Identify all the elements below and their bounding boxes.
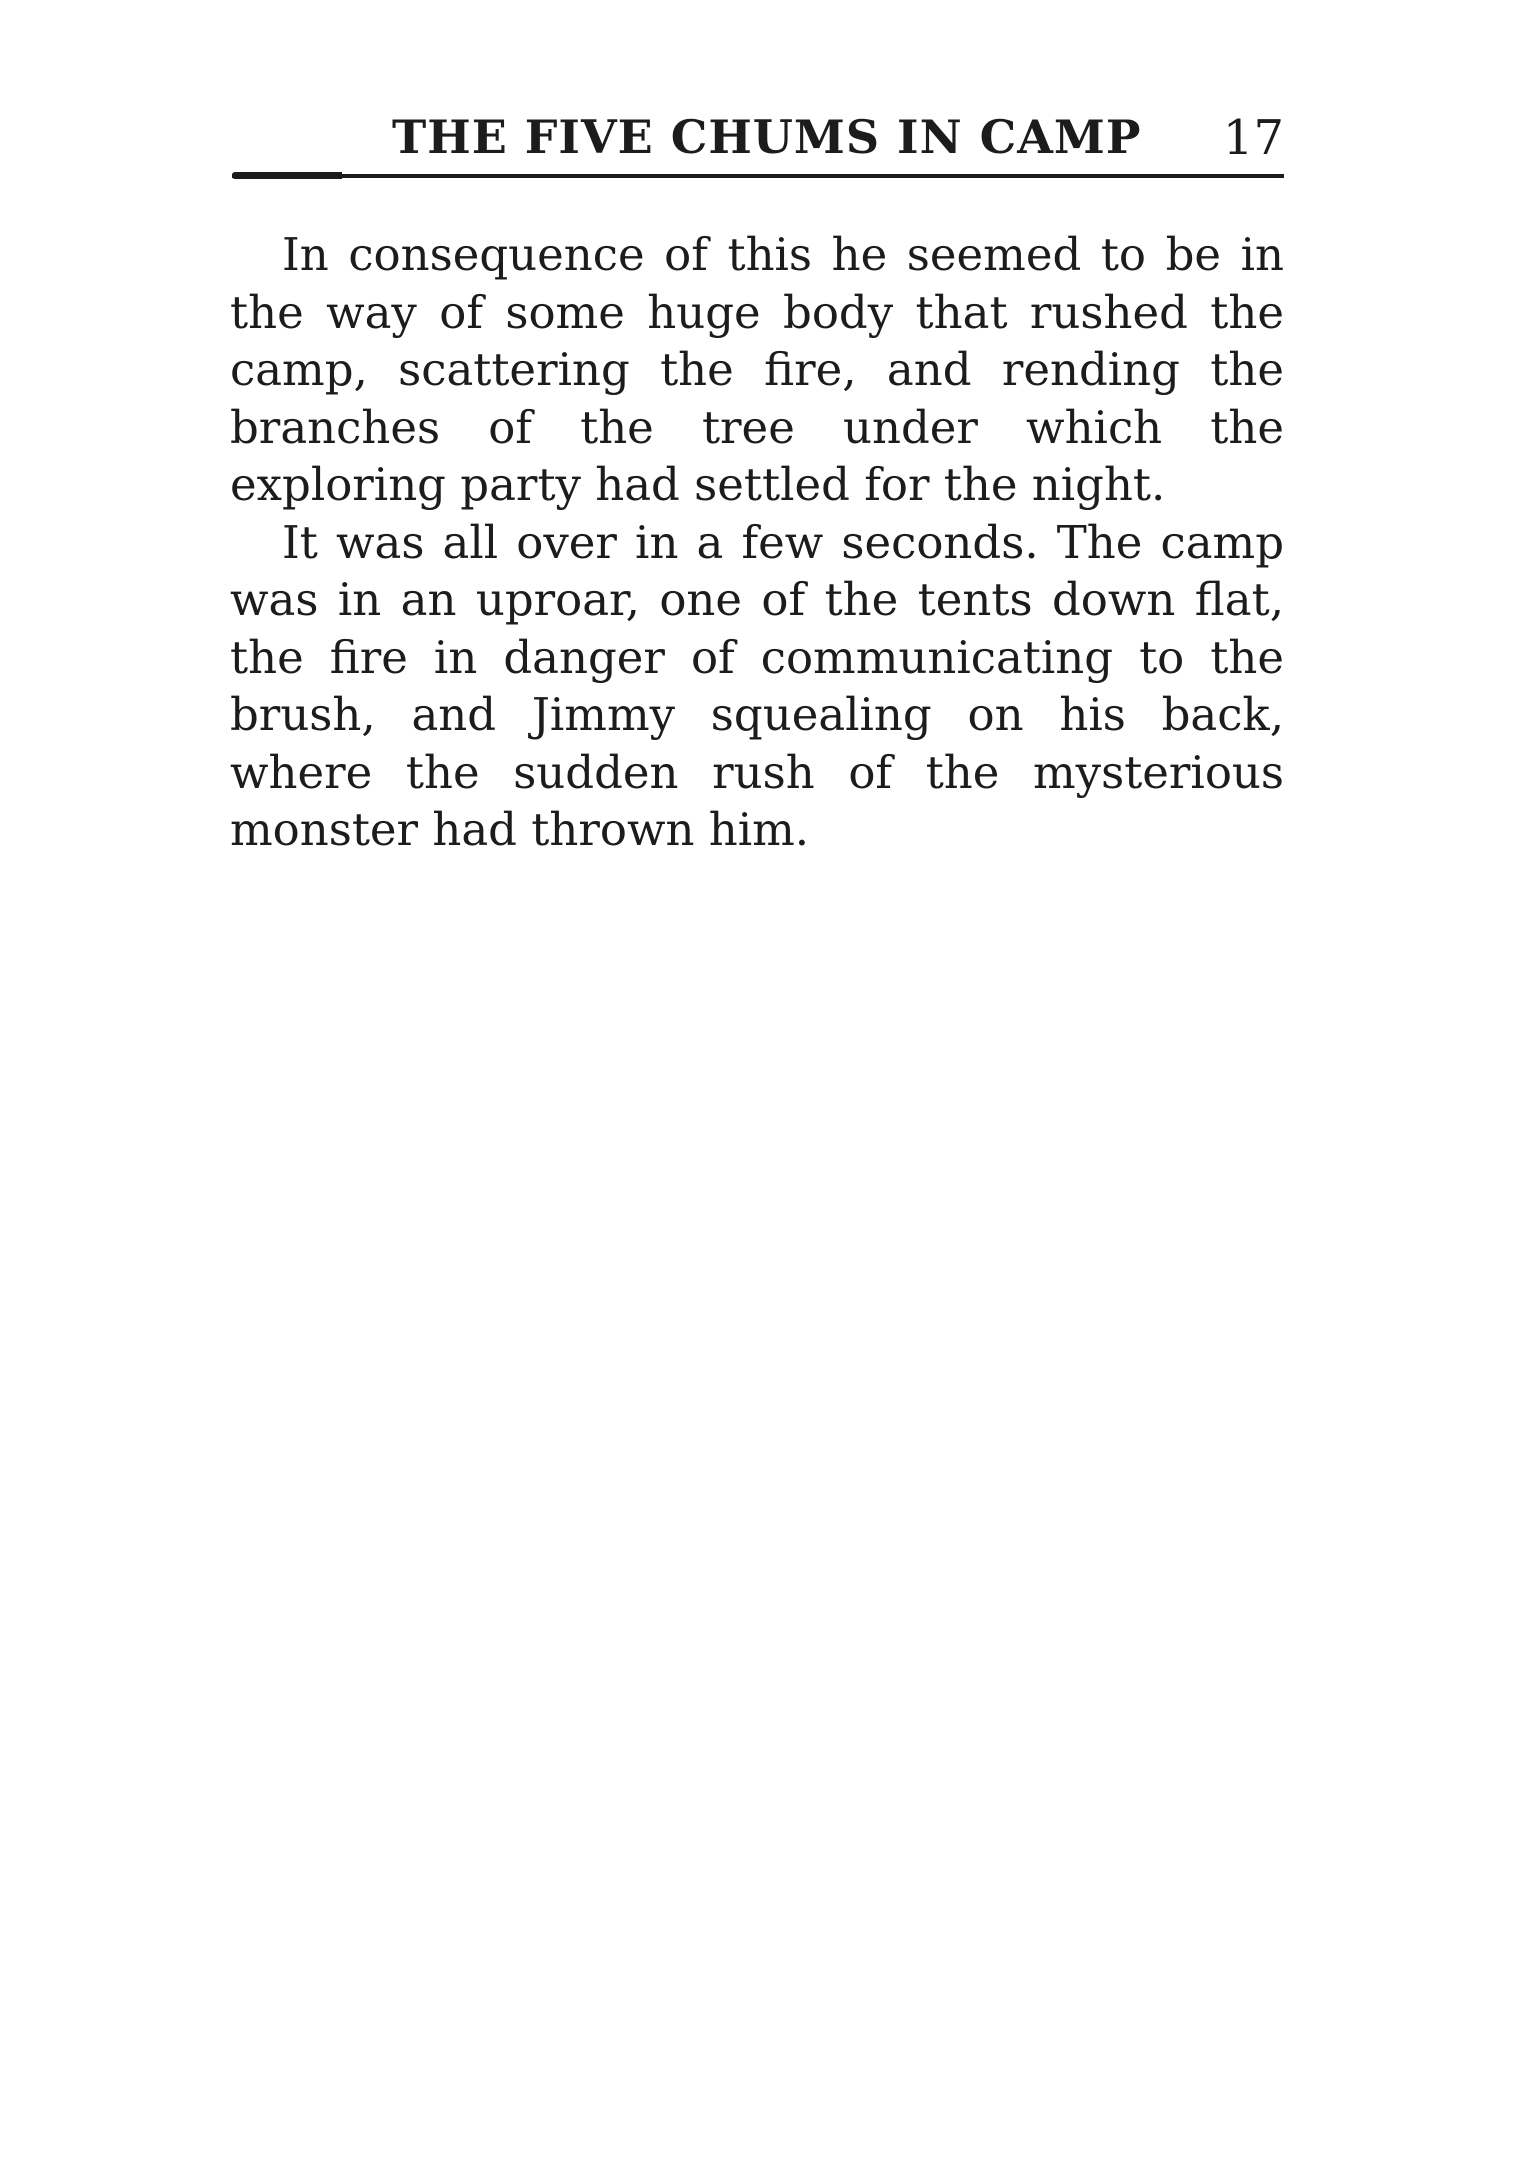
paragraph-1: In consequence of this he seemed to be in the way of some huge body that rushed the camp, scattering the fire, and rending the branches of the tree under which the exploring party had settled for the night. [230,228,1284,511]
header-rule [232,174,1284,178]
page-number: 17 [1222,110,1284,166]
body-text [230,226,1284,859]
running-head [232,110,1284,180]
paragraph-2: It was all over in a few seconds. The camp was in an uproar, one of the tents down flat, the fire in danger of communicating to the brush, and Jimmy squealing on his back, where the sudden rush of the mysterious monster had thrown him. [230,515,1284,856]
running-title: THE FIVE CHUMS IN CAMP [392,110,1142,164]
